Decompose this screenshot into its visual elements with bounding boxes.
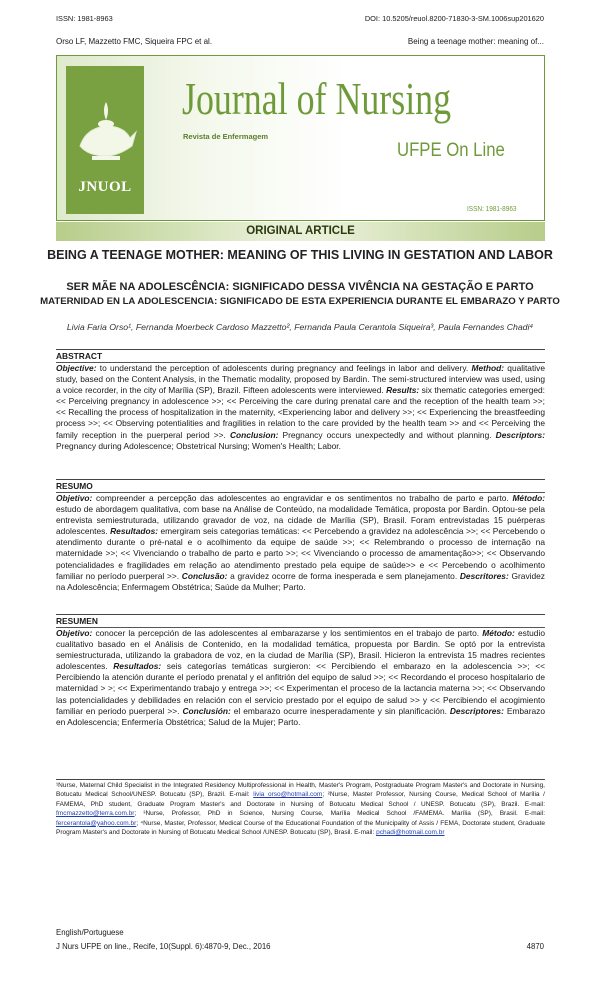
email-link-3[interactable]: fercerantola@yahoo.com.br [56, 819, 137, 827]
affiliation-notes [56, 781, 545, 837]
results-text: emergiram seis categorias temáticas: << Percebendo a gravidez na adolescência >>; << Percebendo o atendimento durante o pré-natal e o acolhimento da equipe de saúde >>; << Relembrando o processo de internação na maternidade >>; << Vivenciando o trabalho de parto e parto >>; << Vivenciando o processo de amamentação>>; << Observando potencialidades e fragilidades em relação ao atendimento prestado pela equipe de saúde>> e << Percebendo o acolhimento familiar no período puerperal >>. [56, 526, 545, 581]
email-link-1[interactable]: livia_orso@hotmail.com [253, 791, 323, 799]
journal-emblem [66, 66, 144, 214]
conclusion-label: Conclusão: [181, 570, 228, 581]
email-link-2[interactable]: fmcmazzetto@terra.com.br [56, 810, 135, 818]
descriptors-text: Embarazo en Adolescencia; Enfermería Obstétrica; Salud de la Mujer; Parto. [56, 705, 545, 727]
method-text: estudo de abordagem qualitativa, com base na Análise de Conteúdo, na modalidade Temática, proposta por Bardin. Optou-se pela entrevista semiestruturada, utilizando gravador de voz, na cidade de Marília (SP), Brasil. Foram entrevistadas 15 puérperas adolescentes. [56, 504, 545, 537]
resumen-text [56, 628, 545, 728]
logo-issn: ISSN: 1981-8963 [467, 204, 517, 213]
section-rule [56, 779, 545, 780]
running-title: Being a teenage mother: meaning of... [407, 37, 544, 46]
results-label: Resultados: [113, 661, 162, 672]
method-text: qualitative study, based on the Content Analysis, in the Thematic modality, proposed by Bardin. The semi-structured interview was used, using a voice recorder, in the city of Marília (SP), Brazil. Fifteen adolescents were interviewed. [56, 363, 545, 396]
conclusion-label: Conclusión: [182, 705, 231, 716]
results-text: seis categorías temáticas surgieron: << Percibiendo el embarazo en la adolescencia >>; << Percibiendo la atención durante el período prenatal y el anfitrión del equipo de salud >>; << Recordando el proceso hospitalario de maternidad > >; << Experimentando trabajo y entrega >>; << Experimentan el proceso de la lactancia materna >>; << Observando las potencialidades y debilidades en relación con el servicio prestado por el equipo de salud >> y << Percibiendo el acogimiento familiar en periodo puerperal >>. [56, 661, 545, 716]
conclusion-label: Conclusion: [229, 429, 279, 440]
note-2: ; ²Nurse, Master Professor, Nursing Course, Medical School of Marília / FAMEMA, PhD student, Graduate Program Master's and Doctorate in Nursing of Botucatu Medical School / UNESP. Botucatu (SP), Brazil. E-mail: [56, 791, 545, 808]
section-rule [56, 479, 545, 480]
emblem-text: JNUOL [78, 179, 132, 195]
conclusion-text: el embarazo ocurre inesperadamente y sin planificación. [230, 705, 450, 716]
section-rule [56, 614, 545, 615]
doi-label: DOI: 10.5205/reuol.8200-71830-3-SM.1006sup201620 [364, 14, 544, 23]
descriptors-label: Descriptores: [449, 705, 504, 716]
title-spanish: MATERNIDAD EN LA ADOLESCENCIA: SIGNIFICADO DE ESTA EXPERIENCIA DURANTE EL EMBARAZO Y PARTO [40, 296, 560, 307]
abstract-heading: ABSTRACT [56, 351, 545, 363]
objective-label: Objective: [56, 363, 97, 373]
journal-name: Journal of Nursing [182, 73, 452, 124]
footer-citation: J Nurs UFPE on line., Recife, 10(Suppl. 6):4870-9, Dec., 2016 [56, 942, 271, 951]
descriptors-label: Descriptors: [495, 429, 546, 440]
method-label: Método: [512, 493, 545, 503]
method-text: estudio cualitativo basado en el Análisis de Contenido, en la modalidad temática, propuesta por Bardin. Se optó por la entrevista semiestructurada, utilizando la grabadora de voz, en la ciudad de Marília (SP), Brasil. Hicieron la entrevista 15 madres recientes adolescentes. [56, 628, 545, 672]
section-rule [56, 349, 545, 350]
issn-label: ISSN: 1981-8963 [56, 14, 113, 23]
journal-publisher: UFPE On Line [397, 140, 505, 161]
conclusion-text: Pregnancy occurs unexpectedly and without planning. [278, 429, 496, 440]
objective-text: to understand the perception of adolescents during pregnancy and feelings in labor and delivery. [96, 363, 472, 373]
results-label: Results: [386, 385, 420, 396]
objective-text: compreender a percepção das adolescentes ao engravidar e os sentimentos no trabalho de parto e parto. [92, 493, 513, 503]
descriptors-text: Pregnancy during Adolescence; Obstetrical Nursing; Women's Health; Labor. [56, 440, 341, 451]
objective-text: conocer la percepción de las adolescentes al embarazarse y los sentimientos en el trabajo de parto. [92, 628, 483, 638]
title-portuguese: SER MÃE NA ADOLESCÊNCIA: SIGNIFICADO DESSA VIVÊNCIA NA GESTAÇÃO E PARTO [66, 281, 534, 293]
descriptors-label: Descritores: [459, 570, 509, 581]
results-label: Resultados: [110, 526, 159, 537]
abstract-text [56, 363, 545, 452]
method-label: Method: [471, 363, 505, 373]
page-number: 4870 [526, 942, 544, 951]
conclusion-text: a gravidez ocorre de forma inesperada e sem planejamento. [227, 570, 460, 581]
results-text: six thematic categories emerged: << Perceiving pregnancy in adolescence >>; << Perceiving the care during prenatal care and the reception of the health team >>; << Recalling the process of hospitalization in the maternity, <Experiencing labor and delivery >>; << Experiencing the breastfeeding process >>; << Observing potentialities and fragilities in relation to the care provided by the health team >> and << Perceiving the family reception in the puerperal period >>. [56, 385, 545, 440]
method-label: Método: [482, 628, 515, 638]
objective-label: Objetivo: [56, 628, 93, 638]
article-type: ORIGINAL ARTICLE [246, 225, 355, 237]
author-list: Livia Faria Orso¹, Fernanda Moerbeck Cardoso Mazzetto², Fernanda Paula Cerantola Siqueira³, Paula Fernandes Chadi⁴ [66, 322, 534, 332]
note-1: ¹Nurse, Maternal Child Specialist in the Integrated Residency Multiprofessional in Health, Master's Program, Postgraduate Program Master's and Doctorate in Nursing, Botucatu Medical School/UNESP. Botucatu (SP), Brazil. E-mail: [56, 782, 545, 799]
footer-language: English/Portuguese [56, 928, 124, 937]
email-link-4[interactable]: pchadi@hotmail.com.br [376, 829, 445, 837]
resumo-text [56, 493, 545, 593]
journal-logo-banner [56, 55, 545, 221]
resumen-heading: RESUMEN [56, 616, 545, 628]
running-authors: Orso LF, Mazzetto FMC, Siqueira FPC et al. [56, 37, 213, 46]
objective-label: Objetivo: [56, 493, 93, 503]
title-english: BEING A TEENAGE MOTHER: MEANING OF THIS LIVING IN GESTATION AND LABOR [47, 248, 553, 262]
descriptors-text: Gravidez na Adolescência; Enfermagem Obstétrica; Saúde da Mulher; Parto. [56, 570, 545, 592]
resumo-heading: RESUMO [56, 481, 545, 493]
note-4: ; ⁴Nurse, Master, Professor, Medical Course of the Educational Foundation of the Municipality of Assis / FEMA, Doctorate student, Graduate Program Master's and Doctorate in Nursing of Botucatu Medical School /UNESP. Botucatu (SP), Brasil. E-mail: [56, 819, 545, 837]
journal-subtitle: Revista de Enfermagem [183, 132, 269, 141]
note-3: ; ³Nurse, Professor, PhD in Science, Nursing Course, Marília Medical School /FAMEMA. Marília (SP), Brasil. E-mail: [134, 810, 545, 818]
article-type-bar [56, 222, 545, 241]
